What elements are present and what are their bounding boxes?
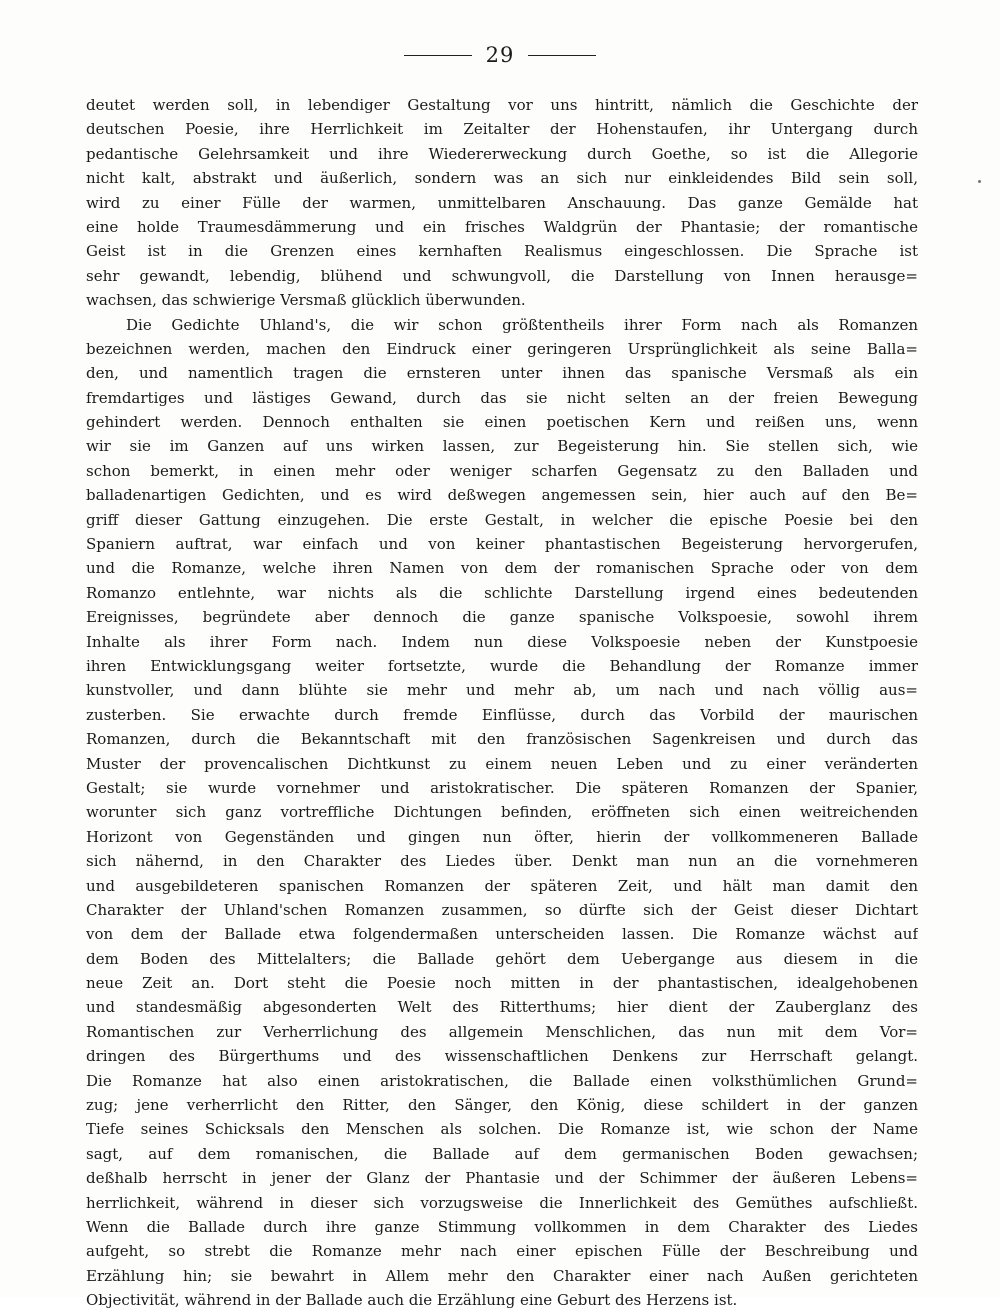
text-line: deutschen Poesie, ihre Herrlichkeit im Zeitalter der Hohenstaufen, ihr Untergang durch <box>86 120 918 139</box>
text-line: Inhalte als ihrer Form nach. Indem nun diese Volkspoesie neben der Kunstpoesie <box>86 632 918 651</box>
text-line: zug; jene verherrlicht den Ritter, den Sänger, den König, diese schildert in der ganzen <box>86 1096 918 1115</box>
text-line: den, und namentlich tragen die ernsteren unter ihnen das spanische Versmaß als ein <box>86 364 918 383</box>
text-line: deßhalb herrscht in jener der Glanz der Phantasie und der Schimmer der äußeren Lebens= <box>86 1169 918 1188</box>
text-line: dem Boden des Mittelalters; die Ballade gehört dem Uebergange aus diesem in die <box>86 949 918 968</box>
text-line: eine holde Traumesdämmerung und ein frisches Waldgrün der Phantasie; der romantische <box>86 217 918 236</box>
text-line: Die Romanze hat also einen aristokratischen, die Ballade einen volksthümlichen Grund= <box>86 1071 918 1090</box>
page-header <box>0 40 1000 70</box>
text-line: worunter sich ganz vortreffliche Dichtungen befinden, eröffneten sich einen weitreichenden <box>86 803 918 822</box>
text-line: sich nähernd, in den Charakter des Liedes über. Denkt man nun an die vornehmeren <box>86 852 918 871</box>
text-line: Geist ist in die Grenzen eines kernhaften Realismus eingeschlossen. Die Sprache ist <box>86 242 918 261</box>
text-line: wachsen, das schwierige Versmaß glücklich überwunden. <box>86 291 526 310</box>
text-line: Horizont von Gegenständen und gingen nun öfter, hierin der vollkommeneren Ballade <box>86 827 918 846</box>
text-line: wir sie im Ganzen auf uns wirken lassen, zur Begeisterung hin. Sie stellen sich, wie <box>86 437 918 456</box>
text-line: dringen des Bürgerthums und des wissenschaftlichen Denkens zur Herrschaft gelangt. <box>86 1047 918 1066</box>
text-line: aufgeht, so strebt die Romanze mehr nach einer epischen Fülle der Beschreibung und <box>86 1242 918 1261</box>
text-line: Erzählung hin; sie bewahrt in Allem mehr den Charakter einer nach Außen gerichteten <box>86 1266 918 1285</box>
text-line: neue Zeit an. Dort steht die Poesie noch mitten in der phantastischen, idealgehobenen <box>86 974 918 993</box>
text-line: Romantischen zur Verherrlichung des allgemein Menschlichen, das nun mit dem Vor= <box>86 1022 918 1041</box>
text-line: ihren Entwicklungsgang weiter fortsetzte, wurde die Behandlung der Romanze immer <box>86 656 918 675</box>
text-line: Wenn die Ballade durch ihre ganze Stimmung vollkommen in dem Charakter des Liedes <box>86 1217 918 1236</box>
text-line: Ereignisses, begründete aber dennoch die ganze spanische Volkspoesie, sowohl ihrem <box>86 608 918 627</box>
paragraph <box>86 313 918 1313</box>
text-line: Tiefe seines Schicksals den Menschen als solchen. Die Romanze ist, wie schon der Name <box>86 1120 918 1139</box>
text-line: Romanzo entlehnte, war nichts als die schlichte Darstellung irgend eines bedeutenden <box>86 583 918 602</box>
text-line: Spaniern auftrat, war einfach und von keiner phantastischen Begeisterung hervorgerufen, <box>86 535 918 554</box>
text-line: gehindert werden. Dennoch enthalten sie einen poetischen Kern und reißen uns, wenn <box>86 413 918 432</box>
text-line: zusterben. Sie erwachte durch fremde Einflüsse, durch das Vorbild der maurischen <box>86 705 918 724</box>
text-line: und standesmäßig abgesonderten Welt des Ritterthums; hier dient der Zauberglanz des <box>86 998 918 1017</box>
text-line: pedantische Gelehrsamkeit und ihre Wiedererweckung durch Goethe, so ist die Allegorie <box>86 144 918 163</box>
header-rule-left <box>404 55 472 56</box>
text-line: Muster der provencalischen Dichtkunst zu einem neuen Leben und zu einer veränderten <box>86 754 918 773</box>
text-line: nicht kalt, abstrakt und äußerlich, sondern was an sich nur einkleidendes Bild sein soll, <box>86 169 918 188</box>
text-line: wird zu einer Fülle der warmen, unmittelbaren Anschauung. Das ganze Gemälde hat <box>86 193 918 212</box>
header-rule-right <box>528 55 596 56</box>
text-line: und ausgebildeteren spanischen Romanzen der späteren Zeit, und hält man damit den <box>86 876 918 895</box>
text-line: Objectivität, während in der Ballade auch die Erzählung eine Geburt des Herzens ist. <box>86 1291 738 1310</box>
page-number: 29 <box>485 43 515 67</box>
text-line: schon bemerkt, in einen mehr oder weniger scharfen Gegensatz zu den Balladen und <box>86 461 918 480</box>
text-line: Romanzen, durch die Bekanntschaft mit den französischen Sagenkreisen und durch das <box>86 730 918 749</box>
text-line: griff dieser Gattung einzugehen. Die erste Gestalt, in welcher die epische Poesie bei den <box>86 510 918 529</box>
text-line: und die Romanze, welche ihren Namen von dem der romanischen Sprache oder von dem <box>86 559 918 578</box>
text-line: bezeichnen werden, machen den Eindruck einer geringeren Ursprünglichkeit als seine Balla= <box>86 339 918 358</box>
body-text <box>86 93 918 1313</box>
text-line: sagt, auf dem romanischen, die Ballade auf dem germanischen Boden gewachsen; <box>86 1144 918 1163</box>
text-line: fremdartiges und lästiges Gewand, durch das sie nicht selten an der freien Bewegung <box>86 388 918 407</box>
text-line: kunstvoller, und dann blühte sie mehr und mehr ab, um nach und nach völlig aus= <box>86 681 918 700</box>
text-line: herrlichkeit, während in dieser sich vorzugsweise die Innerlichkeit des Gemüthes aufschließt. <box>86 1193 918 1212</box>
text-line: Die Gedichte Uhland's, die wir schon größtentheils ihrer Form nach als Romanzen <box>126 315 918 334</box>
text-line: sehr gewandt, lebendig, blühend und schwungvoll, die Darstellung von Innen herausge= <box>86 266 918 285</box>
text-line: balladenartigen Gedichten, und es wird deßwegen angemessen sein, hier auch auf den Be= <box>86 486 918 505</box>
paper-speck <box>978 180 981 183</box>
text-line: von dem der Ballade etwa folgendermaßen unterscheiden lassen. Die Romanze wächst auf <box>86 925 918 944</box>
text-line: deutet werden soll, in lebendiger Gestaltung vor uns hintritt, nämlich die Geschichte der <box>86 96 918 114</box>
text-line: Charakter der Uhland'schen Romanzen zusammen, so dürfte sich der Geist dieser Dichtart <box>86 900 918 919</box>
paragraph <box>86 93 918 313</box>
text-line: Gestalt; sie wurde vornehmer und aristokratischer. Die späteren Romanzen der Spanier, <box>86 778 918 797</box>
